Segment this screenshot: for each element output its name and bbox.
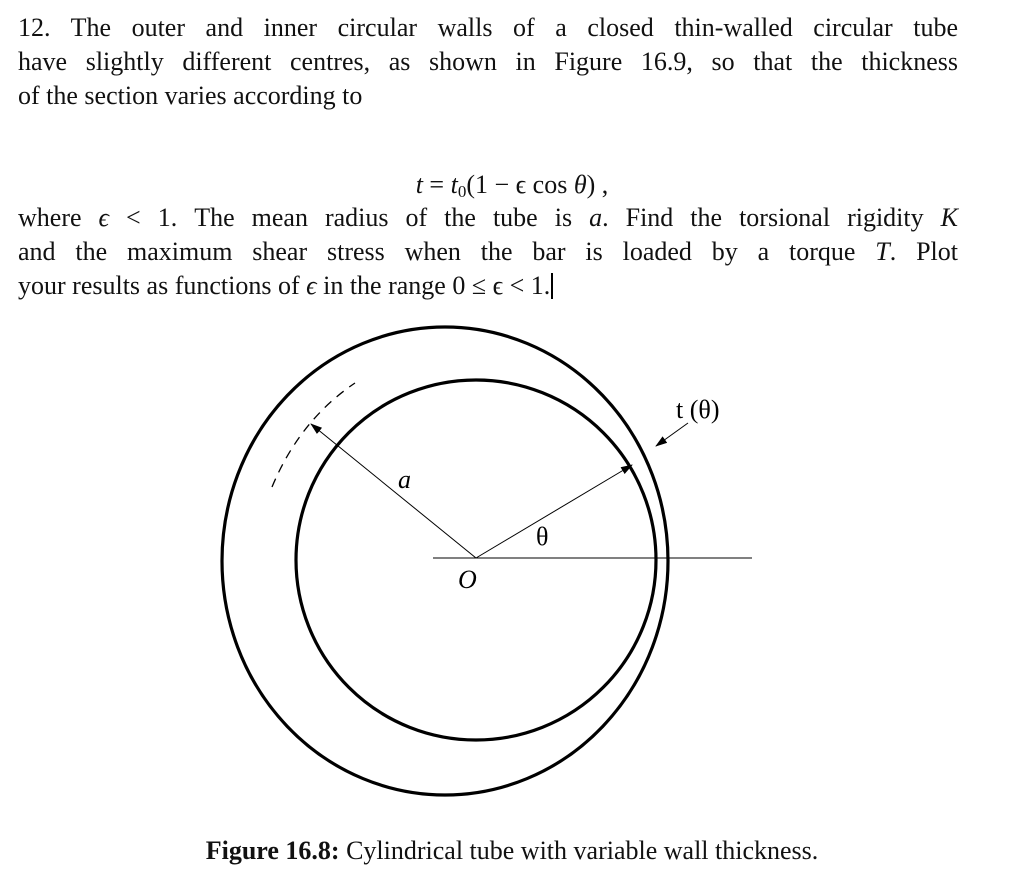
label-origin: O xyxy=(458,565,477,594)
inner-wall xyxy=(296,380,656,740)
var-T: T xyxy=(875,237,890,266)
theta-radius-arrow xyxy=(476,465,632,558)
caption-label: Figure 16.8: xyxy=(205,836,340,865)
text: where xyxy=(18,203,99,232)
label-thickness: t (θ) xyxy=(676,395,720,424)
outer-wall xyxy=(222,327,668,795)
eq-theta: θ xyxy=(573,170,587,199)
eq-mid: (1 − ϵ cos xyxy=(466,170,574,199)
var-a: a xyxy=(589,203,603,232)
eq-sub: 0 xyxy=(457,182,467,201)
eq-t0: t xyxy=(450,170,458,199)
text: . Find the torsional rigidity xyxy=(602,203,941,232)
text: . Plot xyxy=(889,237,958,266)
problem-line-3: of the section varies according to xyxy=(18,81,363,110)
problem-line-1: 12. The outer and inner circular walls of a closed thin-walled circular tube xyxy=(18,13,958,42)
thickness-arrow xyxy=(656,423,688,446)
text: in the range 0 ≤ ϵ < 1. xyxy=(316,271,551,300)
text: your results as functions of xyxy=(18,271,307,300)
problem-line-2: have slightly different centres, as shown in Figure 16.9, so that the thickness xyxy=(18,47,958,76)
var-K: K xyxy=(940,203,958,232)
eq-end: ) , xyxy=(586,170,609,199)
eq-equals: = xyxy=(422,170,451,199)
figure-caption xyxy=(0,836,1024,866)
label-theta: θ xyxy=(536,522,549,551)
epsilon: ϵ xyxy=(98,203,110,232)
caption-text: Cylindrical tube with variable wall thickness. xyxy=(339,836,819,865)
label-a: a xyxy=(398,465,411,494)
radius-a-arrow xyxy=(311,424,476,558)
text: and the maximum shear stress when the bar is loaded by a torque xyxy=(18,237,876,266)
eq-t: t xyxy=(415,170,423,199)
text: < 1. The mean radius of the tube is xyxy=(109,203,590,232)
epsilon: ϵ xyxy=(306,271,317,300)
